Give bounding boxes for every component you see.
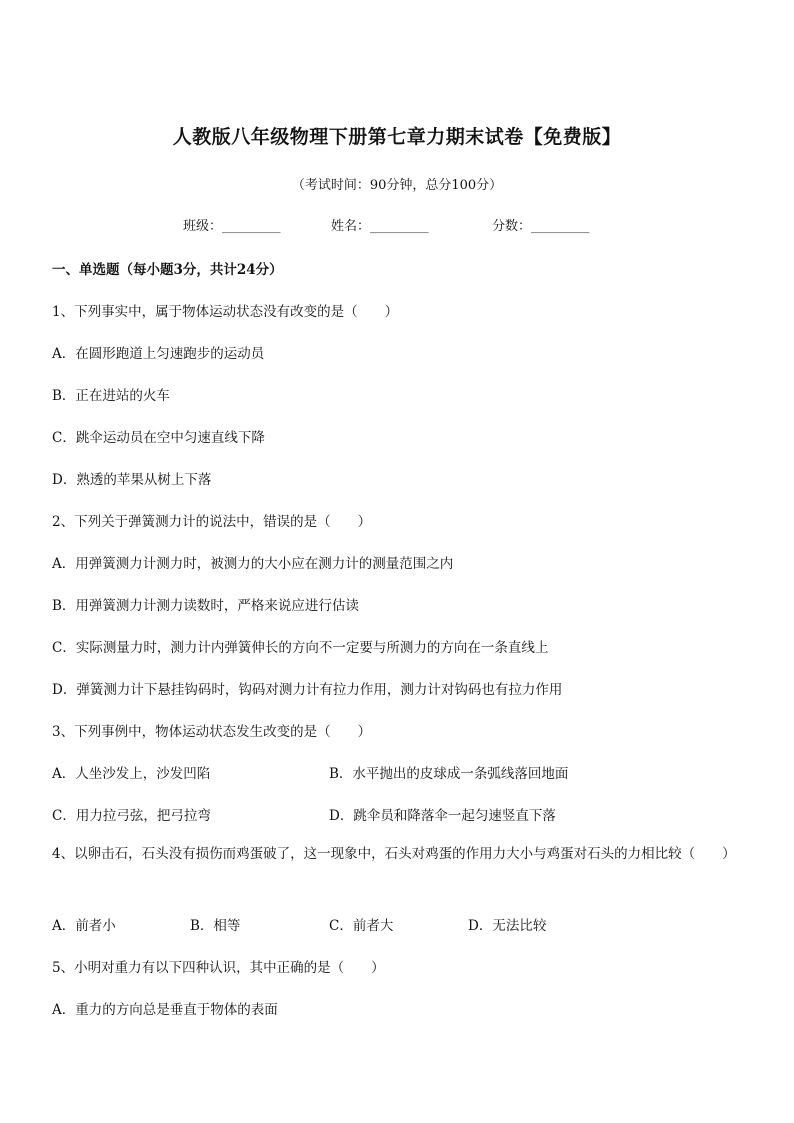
score-field[interactable]: 分数：_________ <box>492 219 590 234</box>
exam-subtitle: （考试时间：90分钟，总分100分） <box>291 178 503 193</box>
name-field[interactable]: 姓名：_________ <box>331 219 429 234</box>
question-3-option-a[interactable]: A．人坐沙发上，沙发凹陷 <box>52 766 211 782</box>
class-field[interactable]: 班级：_________ <box>183 219 281 234</box>
exam-title: 人教版八年级物理下册第七章力期末试卷【免费版】 <box>172 126 622 148</box>
question-1-option-c[interactable]: C．跳伞运动员在空中匀速直线下降 <box>52 430 265 446</box>
question-2-option-b[interactable]: B．用弹簧测力计测力读数时，严格来说应进行估读 <box>52 598 359 614</box>
question-4-option-c[interactable]: C．前者大 <box>329 918 394 934</box>
section-heading-single-choice: 一、单选题（每小题3分，共计24分） <box>52 262 283 278</box>
question-1-option-b[interactable]: B．正在进站的火车 <box>52 388 170 404</box>
question-3-option-c[interactable]: C．用力拉弓弦，把弓拉弯 <box>52 808 211 824</box>
question-4-option-b[interactable]: B．相等 <box>190 918 241 934</box>
question-2-option-a[interactable]: A．用弹簧测力计测力时，被测力的大小应在测力计的测量范围之内 <box>52 556 454 572</box>
question-2-option-c[interactable]: C．实际测量力时，测力计内弹簧伸长的方向不一定要与所测力的方向在一条直线上 <box>52 640 549 656</box>
question-3-option-d[interactable]: D．跳伞员和降落伞一起匀速竖直下落 <box>329 808 556 824</box>
question-1-option-a[interactable]: A．在圆形跑道上匀速跑步的运动员 <box>52 346 265 362</box>
question-2-stem: 2、下列关于弹簧测力计的说法中，错误的是（ ） <box>52 514 372 530</box>
question-2-option-d[interactable]: D．弹簧测力计下悬挂钩码时，钩码对测力计有拉力作用，测力计对钩码也有拉力作用 <box>52 682 563 698</box>
question-5-option-a[interactable]: A．重力的方向总是垂直于物体的表面 <box>52 1002 278 1018</box>
question-5-stem: 5、小明对重力有以下四种认识，其中正确的是（ ） <box>52 960 385 976</box>
question-1-option-d[interactable]: D．熟透的苹果从树上下落 <box>52 472 212 488</box>
question-3-stem: 3、下列事例中，物体运动状态发生改变的是（ ） <box>52 724 372 740</box>
question-1-stem: 1、下列事实中，属于物体运动状态没有改变的是（ ） <box>52 304 399 320</box>
question-3-option-b[interactable]: B．水平抛出的皮球成一条弧线落回地面 <box>329 766 569 782</box>
question-4-option-a[interactable]: A．前者小 <box>52 918 116 934</box>
question-4-option-d[interactable]: D．无法比较 <box>468 918 547 934</box>
question-4-stem: 4、以卵击石，石头没有损伤而鸡蛋破了，这一现象中，石头对鸡蛋的作用力大小与鸡蛋对石头的力相比较（ ） <box>52 846 736 862</box>
